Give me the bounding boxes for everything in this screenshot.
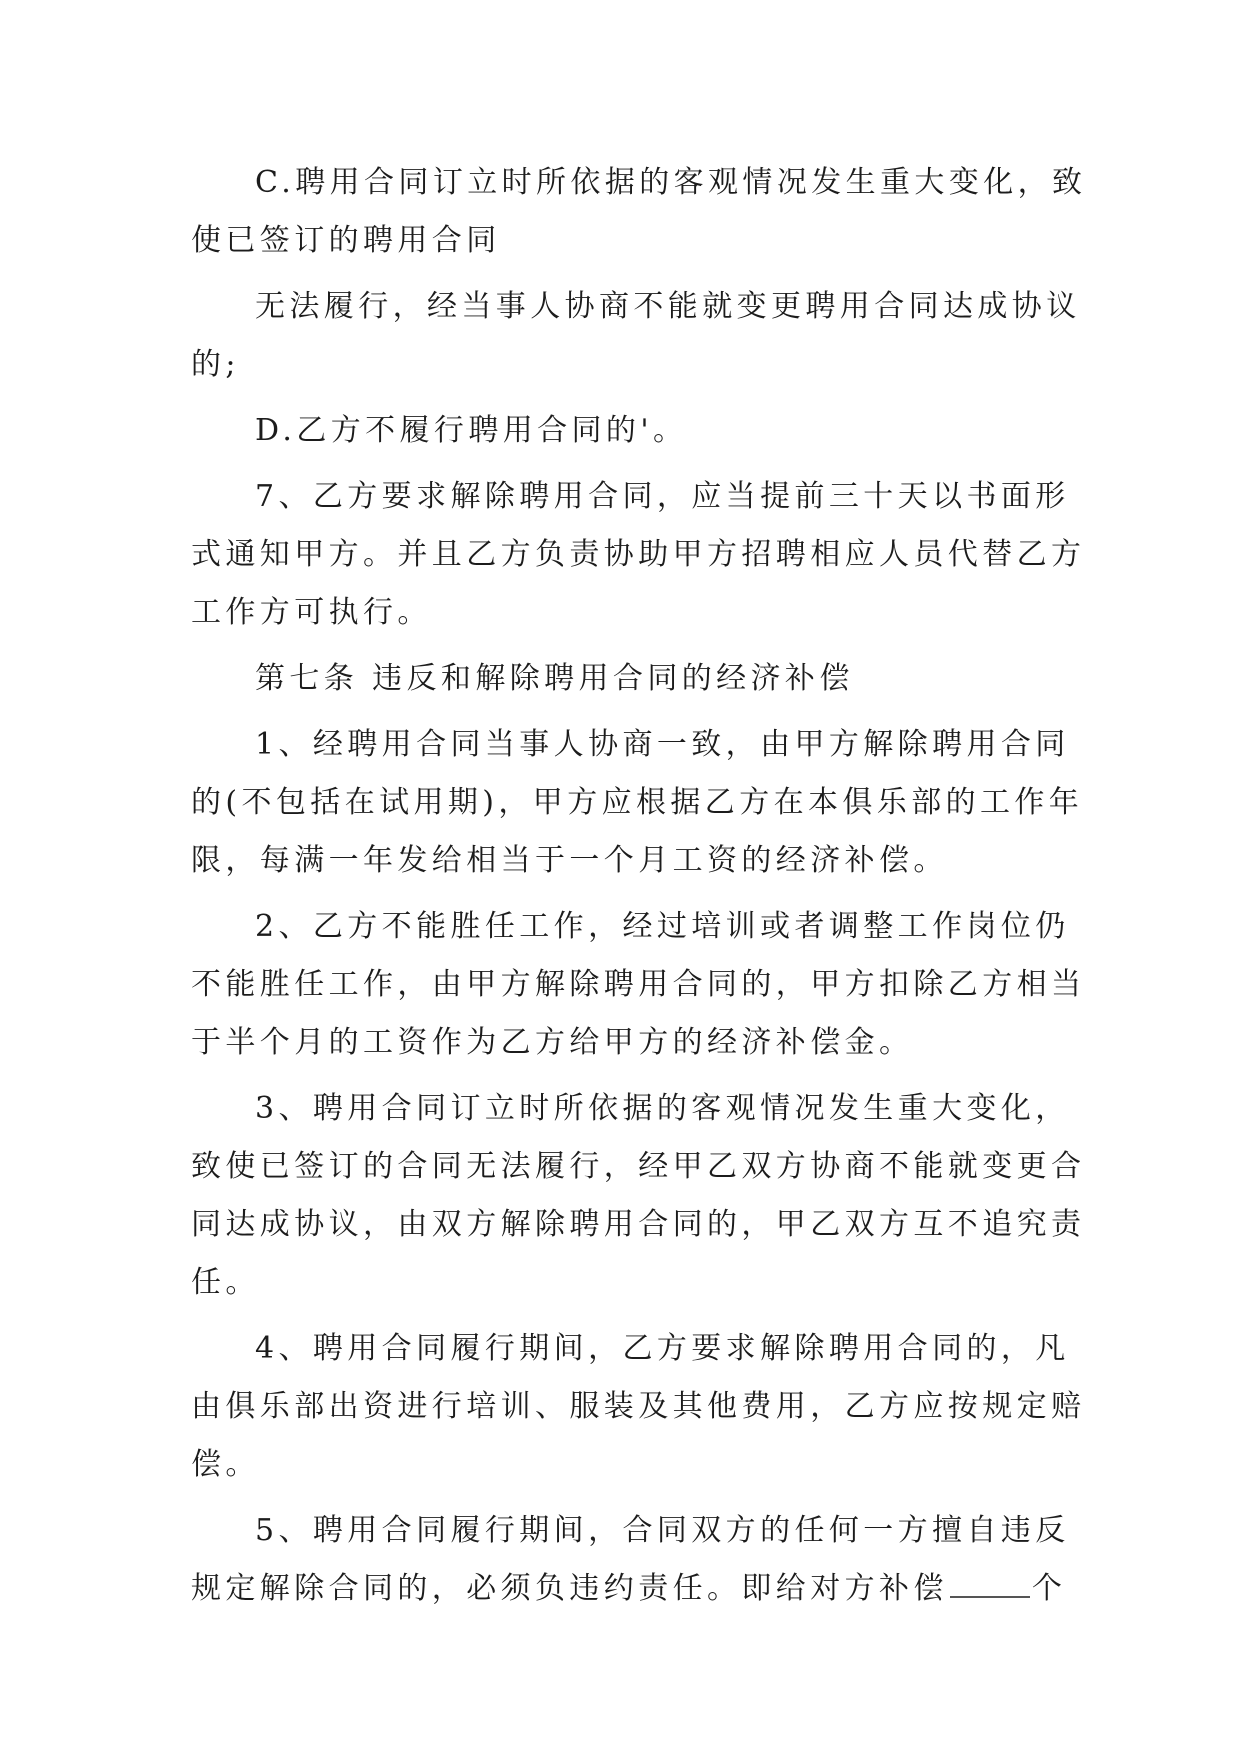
- paragraph-1: [191, 716, 1084, 890]
- text-line: 5、聘用合同履行期间，合同双方的任何一方擅自违反: [255, 1513, 1070, 1548]
- text-line: 同达成协议，由双方解除聘用合同的，甲乙双方互不追究责: [191, 1207, 1086, 1242]
- paragraph-2: [191, 898, 1086, 1072]
- paragraph-4: [191, 1320, 1086, 1494]
- text-line: 不能胜任工作，由甲方解除聘用合同的，甲方扣除乙方相当: [191, 967, 1086, 1002]
- text-line: 7、乙方要求解除聘用合同，应当提前三十天以书面形: [255, 479, 1070, 514]
- paragraph-d: [191, 402, 1051, 460]
- text-line: 式通知甲方。并且乙方负责协助甲方招聘相应人员代替乙方: [191, 537, 1086, 572]
- text-line: 的;: [191, 347, 240, 382]
- text-line: 3、聘用合同订立时所依据的客观情况发生重大变化，: [255, 1091, 1070, 1126]
- paragraph-3: [191, 1080, 1086, 1312]
- text-line: 任。: [191, 1265, 260, 1300]
- text-line: 使已签订的聘用合同: [191, 223, 501, 258]
- text-fragment: 个: [1031, 1571, 1067, 1606]
- text-line: 致使已签订的合同无法履行，经甲乙双方协商不能就变更合: [191, 1149, 1086, 1184]
- fill-in-blank: [950, 1572, 1030, 1598]
- text-line: 工作方可执行。: [191, 595, 432, 630]
- text-line: 限，每满一年发给相当于一个月工资的经济补偿。: [191, 843, 948, 878]
- text-line: D.乙方不履行聘用合同的'。: [255, 413, 688, 448]
- article-7-heading: [191, 650, 1051, 708]
- text-line: 于半个月的工资作为乙方给甲方的经济补偿金。: [191, 1025, 914, 1060]
- text-line: 2、乙方不能胜任工作，经过培训或者调整工作岗位仍: [255, 909, 1070, 944]
- text-fragment: 规定解除合同的，必须负违约责任。即给对方补偿: [191, 1571, 948, 1606]
- paragraph-c-continued: [191, 278, 1081, 394]
- text-line: C.聘用合同订立时所依据的客观情况发生重大变化，致: [255, 165, 1087, 200]
- paragraph-5: [191, 1502, 1070, 1618]
- text-line: [191, 1560, 1067, 1618]
- text-line: 第七条 违反和解除聘用合同的经济补偿: [255, 661, 854, 696]
- document-page: [191, 154, 1087, 1626]
- text-line: 的(不包括在试用期)，甲方应根据乙方在本俱乐部的工作年: [191, 785, 1084, 820]
- text-line: 4、聘用合同履行期间，乙方要求解除聘用合同的，凡: [255, 1331, 1070, 1366]
- text-line: 由俱乐部出资进行培训、服装及其他费用，乙方应按规定赔: [191, 1389, 1086, 1424]
- text-line: 偿。: [191, 1447, 260, 1482]
- paragraph-c: [191, 154, 1087, 270]
- text-line: 无法履行，经当事人协商不能就变更聘用合同达成协议: [255, 289, 1081, 324]
- text-line: 1、经聘用合同当事人协商一致，由甲方解除聘用合同: [255, 727, 1070, 762]
- paragraph-7: [191, 468, 1086, 642]
